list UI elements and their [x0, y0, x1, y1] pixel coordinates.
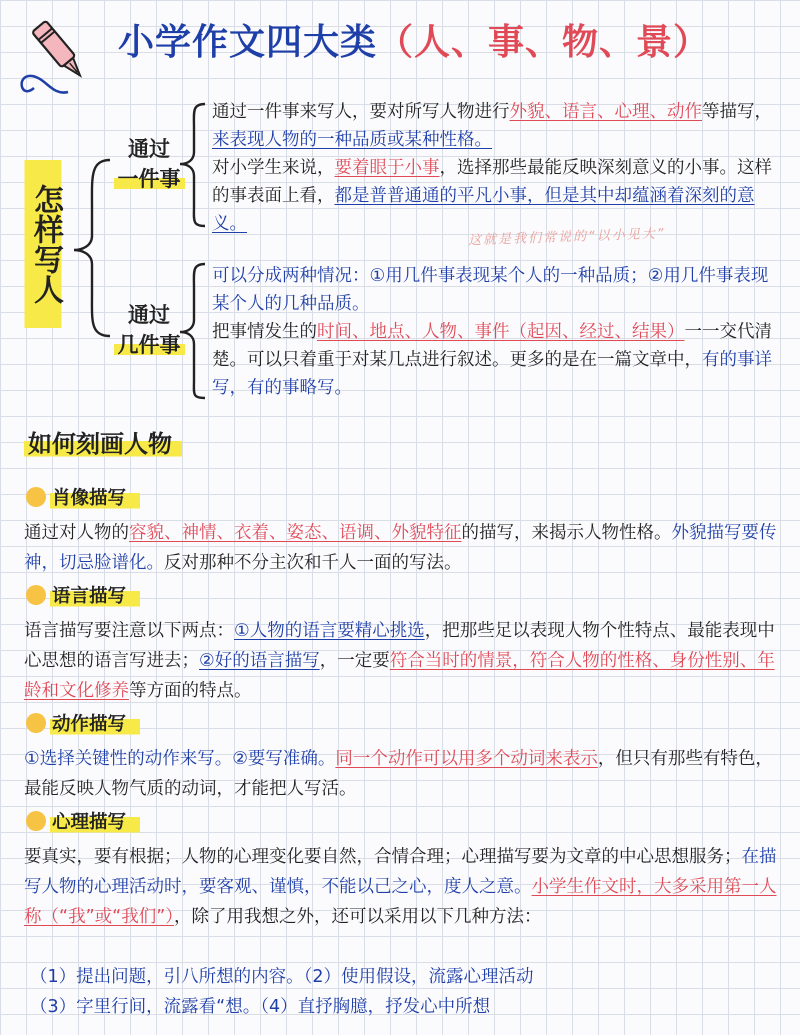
branch-label-several-events: 通过 几件事	[104, 300, 194, 360]
subheading-portrait: 肖像描写	[26, 484, 140, 510]
branch1-paragraph-2: 对小学生来说，要着眼于小事，选择那些最能反映深刻意义的小事。这样的事表面上看，都是普普通通的平凡小事，但是其中却蕴涵着深刻的意义。	[212, 158, 772, 234]
branch1-paragraph-1: 通过一件事来写人，要对所写人物进行外貌、语言、心理、动作等描写，来表现人物的一种品质或某种性格。	[212, 102, 772, 150]
subheading-psychology: 心理描写	[26, 808, 140, 834]
page-title: 小学作文四大类（人、事、物、景）	[118, 22, 711, 63]
subheading-action: 动作描写	[26, 710, 140, 736]
branch2-paragraph-1: 可以分成两种情况：①用几件事表现某个人的一种品质；②用几件事表现某个人的几种品质。	[212, 266, 769, 314]
section-heading: 如何刻画人物	[24, 424, 182, 459]
bullet-dot-icon	[26, 585, 46, 605]
bullet-dot-icon	[26, 487, 46, 507]
bullet-dot-icon	[26, 713, 46, 733]
action-paragraph: ①选择关键性的动作来写。②要写准确。同一个动作可以用多个动词来表示，但只有那些有特色，最能反映人物气质的动词，才能把人写活。	[24, 749, 773, 799]
psychology-paragraph: 要真实，要有根据；人物的心理变化要自然，合情合理；心理描写要为文章的中心思想服务；在描写人物的心理活动时，要客观、谨慎，不能以己之心，度人之意。小学生作文时，大多采用第一人称（“我”或“我们”），除了用我想之外，还可以采用以下几种方法：	[24, 847, 777, 927]
branch-label-one-event: 通过 一件事	[104, 134, 194, 194]
speech-paragraph: 语言描写要注意以下两点：①人物的语言要精心挑选，把那些足以表现人物个性特点、最能表现中心思想的语言写进去；②好的语言描写，一定要符合当时的情景，符合人物的性格、身份性别、年龄和文化修养等方面的特点。	[24, 621, 775, 701]
root-node-label: 怎样写人	[20, 160, 66, 328]
subheading-speech: 语言描写	[26, 582, 140, 608]
psychology-method-line-1: （1）提出问题，引八所想的内容。（2）使用假设，流露心理活动	[30, 967, 534, 987]
portrait-paragraph: 通过对人物的容貌、神情、衣着、姿态、语调、外貌特征的描写，来揭示人物性格。外貌描写要传神，切忌脸谱化。反对那种不分主次和千人一面的写法。	[24, 523, 777, 573]
fountain-pen-icon	[12, 4, 112, 104]
bullet-dot-icon	[26, 811, 46, 831]
psychology-method-line-2: （3）字里行间，流露看“想。（4）直抒胸臆，抒发心中所想	[30, 997, 491, 1017]
handwritten-note: 这就是我们常说的“以小见大”	[467, 226, 666, 249]
branch2-paragraph-2: 把事情发生的时间、地点、人物、事件（起因、经过、结果）一一交代清楚。可以只着重于对某几点进行叙述。更多的是在一篇文章中，有的事详写，有的事略写。	[212, 322, 772, 398]
